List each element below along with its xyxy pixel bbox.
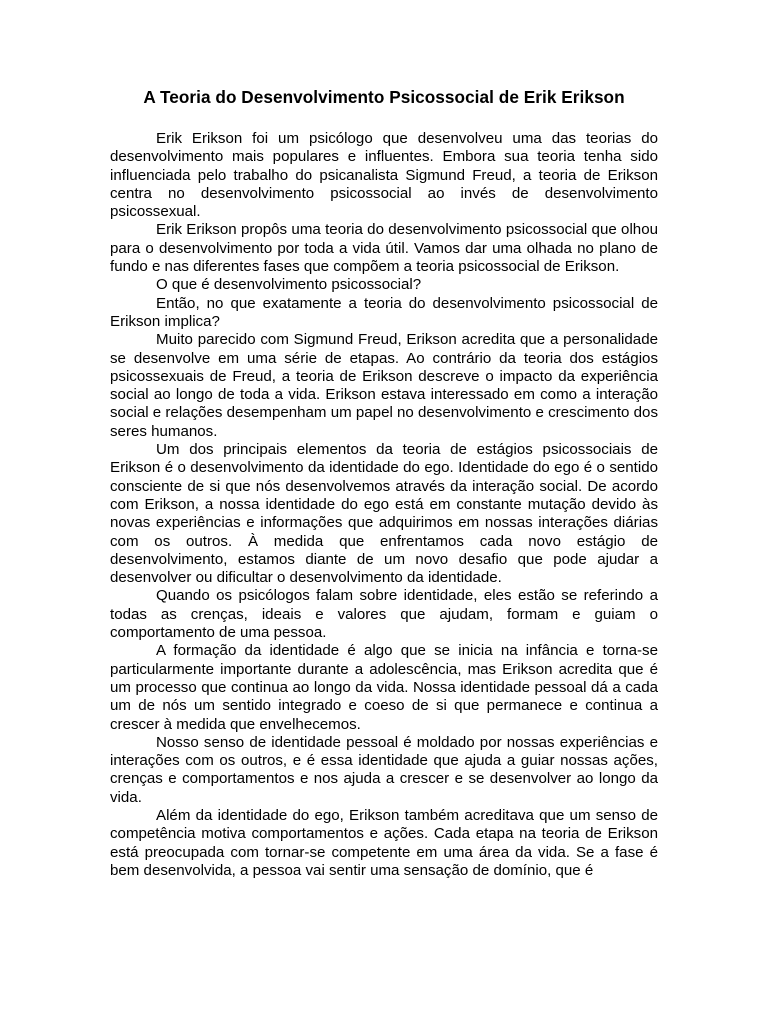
document-title: A Teoria do Desenvolvimento Psicossocial de Erik Erikson <box>143 87 625 107</box>
paragraph-3: O que é desenvolvimento psicossocial? <box>156 276 422 294</box>
paragraph-5: Muito parecido com Sigmund Freud, Erikson acredita que a personalidade se desenvolve em uma série de etapas. Ao contrário da teoria dos estágios psicossexuais de Freud, a teoria de Erikson descreve o impacto da experiência social ao longo de toda a vida. Erikson estava interessado em como a interação social e relações desempenham um papel no desenvolvimento e crescimento dos seres humanos. <box>110 331 658 440</box>
paragraph-2: Erik Erikson propôs uma teoria do desenvolvimento psicossocial que olhou para o desenvolvimento por toda a vida útil. Vamos dar uma olhada no plano de fundo e nas diferentes fases que compõem a teoria psicossocial de Erikson. <box>110 221 658 276</box>
paragraph-9: Nosso senso de identidade pessoal é moldado por nossas experiências e interações com os outros, e é essa identidade que ajuda a guiar nossas ações, crenças e comportamentos e nos ajuda a crescer e se desenvolver ao longo da vida. <box>110 733 658 806</box>
paragraph-7: Quando os psicólogos falam sobre identidade, eles estão se referindo a todas as crenças, ideais e valores que ajudam, formam e guiam o comportamento de uma pessoa. <box>110 587 658 642</box>
paragraph-6: Um dos principais elementos da teoria de estágios psicossociais de Erikson é o desenvolvimento da identidade do ego. Identidade do ego é o sentido consciente de si que nós desenvolvemos através da interação social. De acordo com Erikson, a nossa identidade do ego está em constante mutação devido às novas experiências e informações que adquirimos em nossas interações diárias com os outros. À medida que enfrentamos cada novo estágio de desenvolvimento, estamos diante de um novo desafio que pode ajudar a desenvolver ou dificultar o desenvolvimento da identidade. <box>110 441 658 587</box>
paragraph-8: A formação da identidade é algo que se inicia na infância e torna-se particularmente importante durante a adolescência, mas Erikson acredita que é um processo que continua ao longo da vida. Nossa identidade pessoal dá a cada um de nós um sentido integrado e coeso de si que permanece e continua a crescer à medida que envelhecemos. <box>110 642 658 733</box>
paragraph-4: Então, no que exatamente a teoria do desenvolvimento psicossocial de Erikson implica? <box>110 294 658 330</box>
paragraph-1: Erik Erikson foi um psicólogo que desenvolveu uma das teorias do desenvolvimento mais populares e influentes. Embora sua teoria tenha sido influenciada pelo trabalho do psicanalista Sigmund Freud, a teoria de Erikson centra no desenvolvimento psicossocial ao invés de desenvolvimento psicossexual. <box>110 130 658 221</box>
document-page <box>110 86 658 880</box>
paragraph-10: Além da identidade do ego, Erikson também acreditava que um senso de competência motiva comportamentos e ações. Cada etapa na teoria de Erikson está preocupada com tornar-se competente em uma área da vida. Se a fase é bem desenvolvida, a pessoa vai sentir uma sensação de domínio, que é <box>110 806 658 879</box>
